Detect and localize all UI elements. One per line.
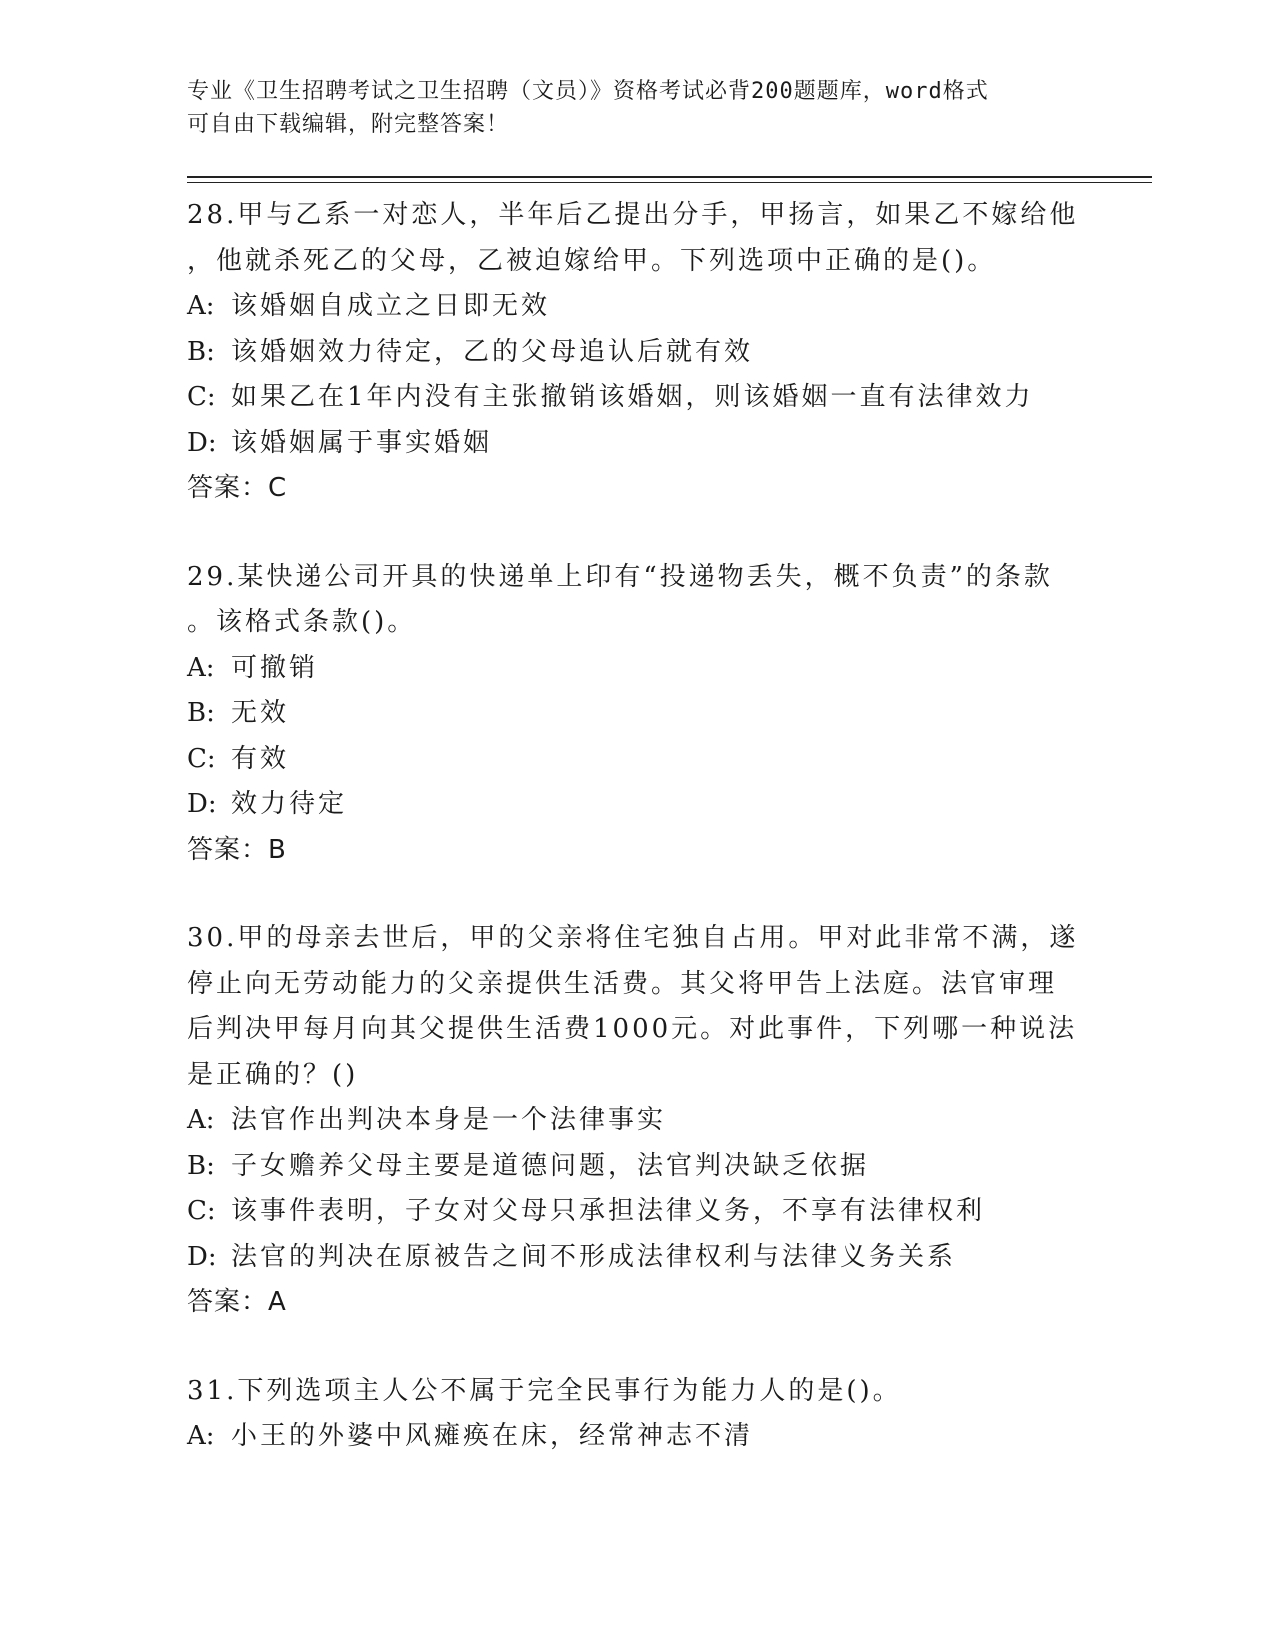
option-key: A: bbox=[187, 652, 215, 683]
document-header bbox=[187, 75, 1087, 141]
option-text: 可撤销 bbox=[231, 652, 319, 683]
option-d bbox=[187, 421, 1087, 467]
option-key: A: bbox=[187, 1105, 215, 1135]
option-c bbox=[187, 375, 1087, 421]
option-a bbox=[187, 646, 1087, 692]
option-key: B: bbox=[187, 336, 215, 367]
option-key: C: bbox=[187, 382, 216, 412]
option-c bbox=[187, 1189, 1087, 1235]
stem-line: 31.下列选项主人公不属于完全民事行为能力人的是()。 bbox=[187, 1375, 902, 1406]
option-b bbox=[187, 1144, 1087, 1190]
option-d bbox=[187, 782, 1087, 828]
stem-line: 。该格式条款()。 bbox=[187, 607, 417, 637]
stem-line: 停止向无劳动能力的父亲提供生活费。其父将甲告上法庭。法官审理 bbox=[187, 968, 1058, 999]
header-rule-thick bbox=[187, 176, 1152, 178]
header-rule-thin bbox=[187, 182, 1152, 183]
question-31 bbox=[187, 1369, 1087, 1460]
option-text: 该婚姻自成立之日即无效 bbox=[231, 291, 551, 321]
option-key: C: bbox=[187, 1196, 216, 1226]
option-text: 该婚姻属于事实婚姻 bbox=[231, 427, 493, 458]
option-d bbox=[187, 1235, 1087, 1281]
question-stem bbox=[187, 1369, 1087, 1415]
question-28 bbox=[187, 193, 1087, 512]
stem-line: 是正确的？() bbox=[187, 1059, 359, 1090]
option-key: B: bbox=[187, 698, 215, 728]
header-line-2: 可自由下载编辑，附完整答案！ bbox=[187, 112, 510, 137]
stem-line: 后判决甲每月向其父提供生活费1000元。对此事件，下列哪一种说法 bbox=[187, 1014, 1078, 1044]
option-text: 该事件表明，子女对父母只承担法律义务，不享有法律权利 bbox=[231, 1196, 986, 1226]
question-stem bbox=[187, 193, 1087, 284]
option-key: D: bbox=[187, 1241, 217, 1272]
question-list bbox=[187, 193, 1087, 1460]
option-text: 有效 bbox=[231, 743, 290, 774]
option-text: 小王的外婆中风瘫痪在床，经常神志不清 bbox=[231, 1421, 754, 1451]
question-stem bbox=[187, 916, 1087, 1098]
answer: 答案：B bbox=[187, 834, 287, 865]
answer: 答案：A bbox=[187, 1287, 287, 1317]
option-a bbox=[187, 284, 1087, 330]
stem-line: 30.甲的母亲去世后，甲的父亲将住宅独自占用。甲对此非常不满，遂 bbox=[187, 923, 1079, 953]
option-key: A: bbox=[187, 1421, 215, 1451]
option-key: C: bbox=[187, 743, 216, 774]
option-c bbox=[187, 737, 1087, 783]
option-key: D: bbox=[187, 427, 217, 458]
option-text: 无效 bbox=[231, 698, 290, 728]
option-a bbox=[187, 1414, 1087, 1460]
option-b bbox=[187, 691, 1087, 737]
question-30 bbox=[187, 916, 1087, 1326]
option-text: 法官的判决在原被告之间不形成法律权利与法律义务关系 bbox=[231, 1241, 957, 1272]
option-text: 子女赡养父母主要是道德问题，法官判决缺乏依据 bbox=[231, 1150, 870, 1181]
stem-line: ，他就杀死乙的父母，乙被迫嫁给甲。下列选项中正确的是()。 bbox=[187, 245, 997, 276]
stem-line: 28.甲与乙系一对恋人，半年后乙提出分手，甲扬言，如果乙不嫁给他 bbox=[187, 200, 1079, 230]
question-stem bbox=[187, 555, 1087, 646]
option-text: 效力待定 bbox=[231, 789, 348, 819]
option-text: 如果乙在1年内没有主张撤销该婚姻，则该婚姻一直有法律效力 bbox=[231, 382, 1034, 412]
option-text: 该婚姻效力待定，乙的父母追认后就有效 bbox=[231, 336, 754, 367]
answer: 答案：C bbox=[187, 473, 288, 503]
stem-line: 29.某快递公司开具的快递单上印有“投递物丢失，概不负责”的条款 bbox=[187, 561, 1053, 592]
header-line-1: 专业《卫生招聘考试之卫生招聘（文员）》资格考试必背200题题库，word格式 bbox=[187, 79, 989, 104]
option-text: 法官作出判决本身是一个法律事实 bbox=[231, 1105, 667, 1135]
option-b bbox=[187, 330, 1087, 376]
option-key: B: bbox=[187, 1150, 215, 1181]
question-29 bbox=[187, 555, 1087, 874]
option-a bbox=[187, 1098, 1087, 1144]
option-key: A: bbox=[187, 291, 215, 321]
option-key: D: bbox=[187, 789, 217, 819]
